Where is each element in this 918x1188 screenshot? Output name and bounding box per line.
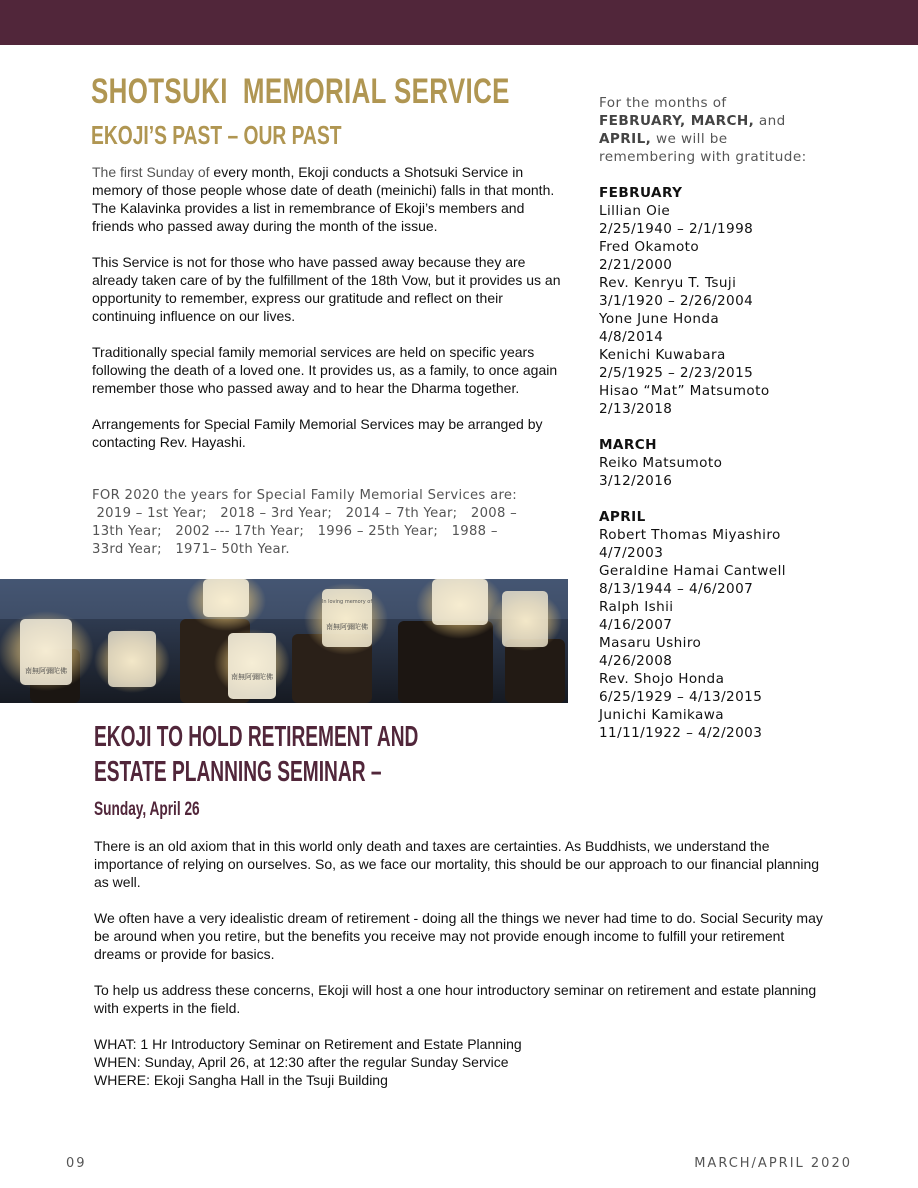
memorial-years-list [92,487,570,559]
candle-label-text: 南無阿彌陀佛 [326,623,368,631]
memorial-entry: Hisao “Mat” Matsumoto [599,383,770,399]
sidebar-intro: For the months of FEBRUARY, MARCH, and APRIL, we will be remembering with gratitude: [599,95,807,165]
memorial-entry: 2/5/1925 – 2/23/2015 [599,365,754,381]
seminar-when: WHEN: Sunday, April 26, at 12:30 after the regular Sunday Service [94,1054,509,1070]
memorial-entry: 2/25/1940 – 2/1/1998 [599,221,754,237]
candle-label-text: 南無阿彌陀佛 [231,673,273,681]
seminar-title: EKOJI TO HOLD RETIREMENT AND ESTATE PLANNING SEMINAR – [94,721,419,788]
seminar-what: WHAT: 1 Hr Introductory Seminar on Retirement and Estate Planning [94,1036,522,1052]
memorial-entry: 4/26/2008 [599,653,673,669]
memorial-entry: Lillian Oie [599,203,671,219]
memorial-entry: 4/8/2014 [599,329,664,345]
candle-note-text: In loving memory of [321,599,373,605]
years-line: 33rd Year; 1971– 50th Year. [92,542,290,557]
memorial-entry: 4/7/2003 [599,545,664,561]
memorial-entry: Rev. Kenryu T. Tsuji [599,275,737,291]
paragraph: Arrangements for Special Family Memorial Services may be arranged by contacting Rev. Hayashi. [92,416,543,450]
memorial-entry: 6/25/1929 – 4/13/2015 [599,689,763,705]
month-heading-april: APRIL [599,509,646,525]
memorial-entry: Junichi Kamikawa [599,707,725,723]
seminar-where: WHERE: Ekoji Sangha Hall in the Tsuji Building [94,1072,388,1088]
month-heading-march: MARCH [599,437,657,453]
intro-rest: every month, Ekoji conducts a Shotsuki Service in memory of those people whose date of death (meinichi) falls in that month. The Kalavinka provides a list in remembrance of Ekoji’s members and friends who passed away during the month of the issue. [92,164,555,234]
memorial-entry: Fred Okamoto [599,239,700,255]
memorial-entry: 11/11/1922 – 4/2/2003 [599,725,763,741]
article-title: SHOTSUKI MEMORIAL SERVICE [91,72,510,111]
memorial-entry: Masaru Ushiro [599,635,702,651]
memorial-entry: 2/13/2018 [599,401,673,417]
header-bar [0,0,918,45]
page-number: 09 [66,1156,87,1171]
memorial-entry: Ralph Ishii [599,599,674,615]
paragraph: There is an old axiom that in this world only death and taxes are certainties. As Buddhists, we understand the importance of relying on ourselves. So, as we face our mortality, this should be our approach to our financial planning as well. [94,838,820,890]
memorial-entry: 2/21/2000 [599,257,673,273]
candle-photo [0,579,568,703]
issue-label: MARCH/APRIL 2020 [694,1156,852,1171]
years-line: 2019 – 1st Year; 2018 – 3rd Year; 2014 – 7th Year; 2008 – [92,506,518,521]
memorial-entry: Yone June Honda [599,311,720,327]
month-heading-february: FEBRUARY [599,185,683,201]
intro-paragraph [92,163,570,235]
memorial-entry: Rev. Shojo Honda [599,671,725,687]
memorial-entry: Geraldine Hamai Cantwell [599,563,786,579]
seminar-date: Sunday, April 26 [94,799,200,820]
memorial-entry: Reiko Matsumoto [599,455,723,471]
paragraph: This Service is not for those who have passed away because they are already taken care of by the fulfillment of the 18th Vow, but it provides us an opportunity to remember, express our gratitude and reflect on their continuing influence on our lives. [92,254,561,324]
memorial-entry: 8/13/1944 – 4/6/2007 [599,581,754,597]
memorial-entry: 4/16/2007 [599,617,673,633]
paragraph: Traditionally special family memorial services are held on specific years following the death of a loved one. It provides us, as a family, to once again remember those who passed away and to hear the Dharma together. [92,344,558,396]
paragraph: We often have a very idealistic dream of retirement - doing all the things we never had time to do. Social Security may be around when you retire, but the benefits you receive may not provide enough income to fulfill your retirement dreams or provide for basics. [94,910,823,962]
article-body [92,163,570,469]
memorial-entry: Robert Thomas Miyashiro [599,527,781,543]
memorial-entry: 3/12/2016 [599,473,673,489]
paragraph: To help us address these concerns, Ekoji will host a one hour introductory seminar on retirement and estate planning with experts in the field. [94,982,817,1016]
seminar-body [94,837,834,1089]
years-line: 13th Year; 2002 --- 17th Year; 1996 – 25th Year; 1988 – [92,524,498,539]
memorial-entry: Kenichi Kuwabara [599,347,726,363]
years-line: FOR 2020 the years for Special Family Memorial Services are: [92,488,518,503]
remembrance-sidebar [599,94,899,742]
intro-lead: The first Sunday of [92,164,210,180]
candle-label-text: 南無阿彌陀佛 [25,667,67,675]
memorial-entry: 3/1/1920 – 2/26/2004 [599,293,754,309]
article-subtitle: EKOJI’S PAST – OUR PAST [91,120,342,150]
